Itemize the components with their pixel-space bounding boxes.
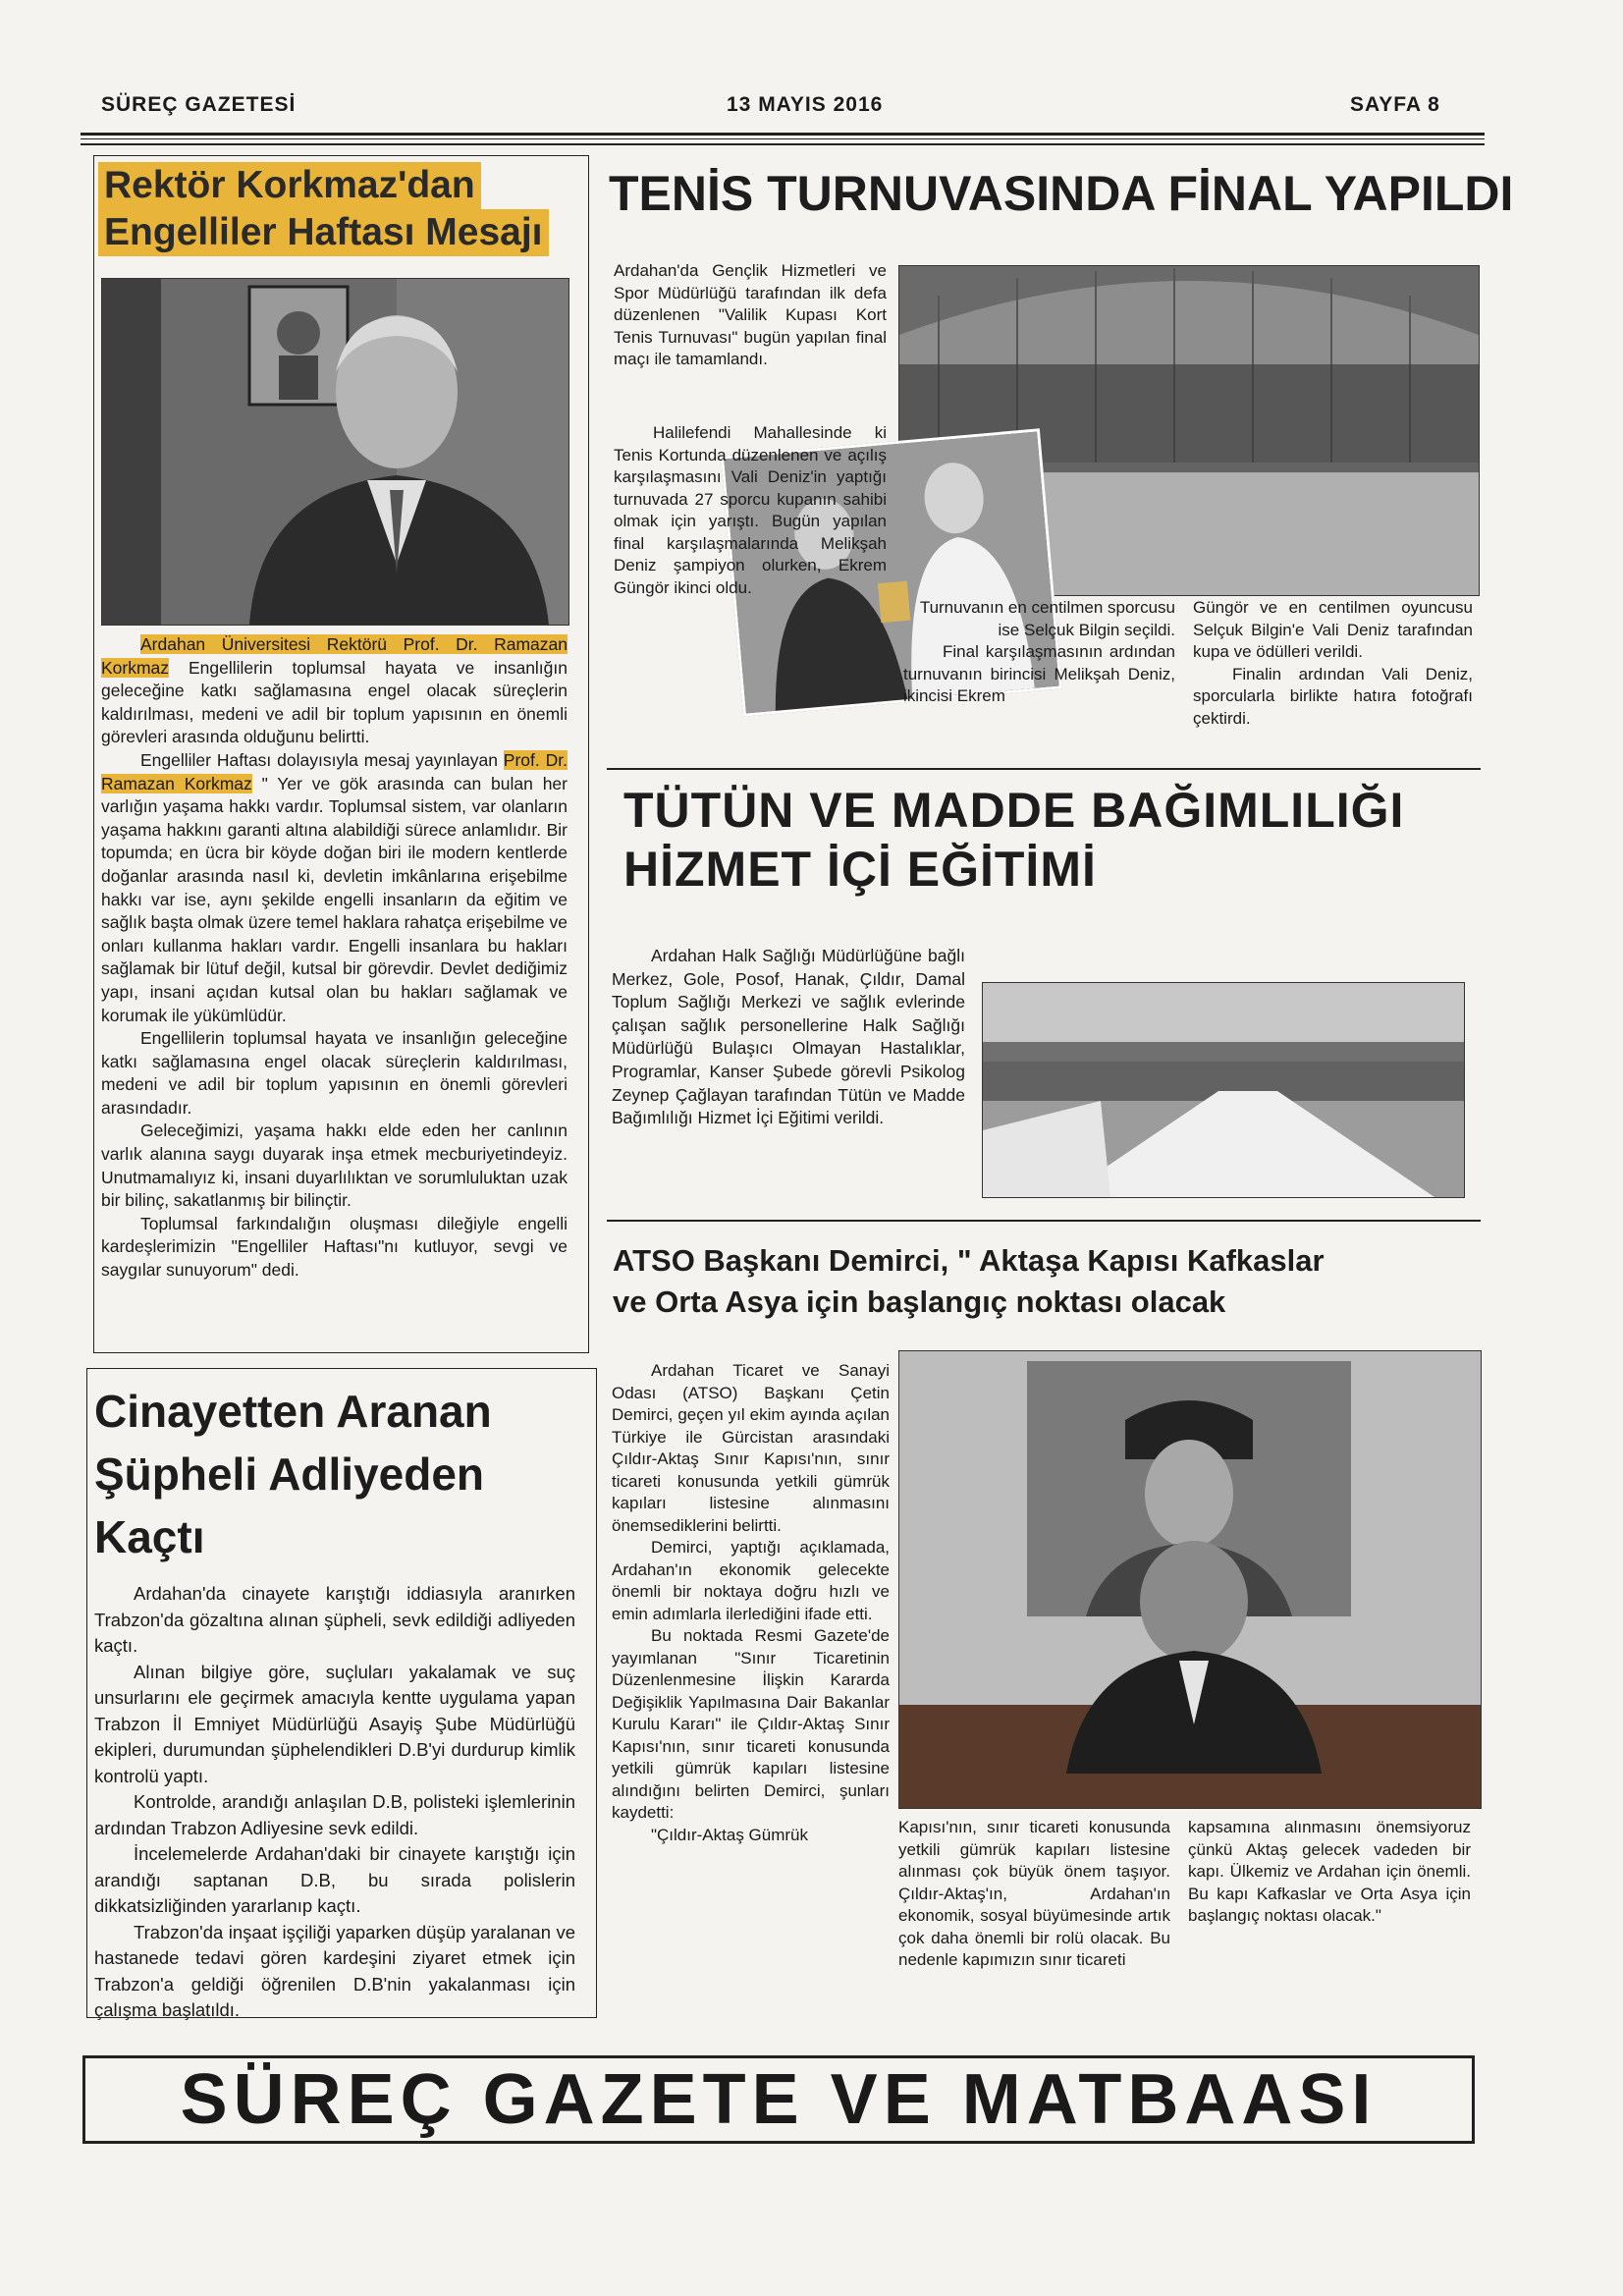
issue-date: 13 MAYIS 2016	[727, 93, 884, 116]
footer-banner	[82, 2055, 1475, 2144]
page-number: SAYFA 8	[1350, 93, 1440, 116]
tenis-col1-p1: Ardahan'da Gençlik Hizmetleri ve Spor Müdürlüğü tarafından ilk defa düzenlenen "Valilik Kupası Kort Tenis Turnuvası" bugün yapılan final maçı ile tamamlandı.	[614, 261, 887, 368]
tenis-col1-p2: Halilefendi Mahallesinde ki Tenis Kortunda düzenlenen ve açılış karşılaşmasını Vali Deniz'in yaptığı turnuvada 27 sporcu kupanın sahibi olmak için yarıştı. Bugün yapılan final karşılaşmalarında Melikşah Deniz şampiyon olurken, Ekrem Güngör ikinci oldu.	[614, 423, 887, 597]
rektor-headline	[98, 162, 549, 256]
cinayet-body	[94, 1581, 575, 2024]
rektor-name-highlight: Ardahan Üniversitesi Rektörü Prof. Dr. Ramazan Korkmaz	[101, 634, 568, 678]
atso-col1-p3: Bu noktada Resmi Gazete'de yayımlanan "Sınır Ticaretinin Düzenlenmesine İlişkin Kararda Değişiklik Yapılmasına Dair Bakanlar Kurulu Kararı" ile Çıldır-Aktaş Sınır Kapısı'nın, sınır ticareti konusunda yetkili gümrük kapıları listesine alındığını belirten Demirci, şunları kaydetti:	[612, 1626, 890, 1822]
rektor-title-line1: Rektör Korkmaz'dan	[98, 162, 481, 209]
tutun-headline	[623, 781, 1404, 899]
header-rule-2	[81, 143, 1485, 145]
cinayet-p5: Trabzon'da inşaat işçiliği yaparken düşüp yaralanan ve hastanede tedavi gören kardeşini ziyaret etmek için Trabzon'a geldiği öğrenilen D.B'nin yakalanması için çalışma başlatıldı.	[94, 1921, 575, 2020]
cinayet-p4: İncelemelerde Ardahan'daki bir cinayete karıştığı için arandığı saptanan D.B, bu sırada polislerin dikkatsizliğinden yararlanıp kaçtı.	[94, 1843, 575, 1916]
tutun-photo	[982, 982, 1465, 1198]
tenis-headline: TENİS TURNUVASINDA FİNAL YAPILDI	[609, 166, 1514, 221]
tenis-col3-p2: Finalin ardından Vali Deniz, sporcularla birlikte hatıra fotoğrafı çektirdi.	[1193, 664, 1473, 728]
cinayet-p3: Kontrolde, arandığı anlaşılan D.B, polisteki işlemlerinin ardından Trabzon Adliyesine sevk edildi.	[94, 1791, 575, 1838]
rektor-p1: Engellilerin toplumsal hayata ve insanlığın geleceğine katkı sağlamasına engel olacak süreçlerin kaldırılması, medeni ve adil bir toplum yapısının en önemli görevleri arasında olduğunu belirtti.	[101, 657, 568, 747]
atso-col3-p1: kapsamına alınmasını önemsiyoruz çünkü Aktaş gelecek vadeden bir kapı. Ülkemiz ve Ardahan için önemli. Bu kapı Kafkaslar ve Orta Asya için başlangıç noktası olacak."	[1188, 1818, 1471, 1925]
tutun-rule	[607, 1220, 1481, 1222]
tutun-title-line2: HİZMET İÇİ EĞİTİMİ	[623, 842, 1097, 897]
rektor-p2-start: Engelliler Haftası dolayısıyla mesaj yayınlayan	[140, 749, 504, 770]
cinayet-p1: Ardahan'da cinayete karıştığı iddiasıyla aranırken Trabzon'da gözaltına alınan şüpheli, sevk edildiği adliyeden kaçtı.	[94, 1583, 575, 1656]
tenis-rule	[607, 768, 1481, 770]
atso-col1-p2: Demirci, yaptığı açıklamada, Ardahan'ın ekonomik gelecekte önemli bir noktaya doğru hızlı ve emin adımlarla ilerlediğini ifade etti.	[612, 1538, 890, 1623]
tenis-col2-p1: Turnuvanın en centilmen sporcusu ise Selçuk Bilgin seçildi.	[919, 598, 1175, 639]
rektor-p2: " Yer ve gök arasında can bulan her varlığın yaşama hakkı vardır. Toplumsal sistem, var olanların yaşama hakkını garanti altına alabildiği sürece anlamlıdır. Bir topumda; en ücra bir köyde doğan biri ile modern kentlerde doğanlar arasında nasıl ki, devletin imkânlarına erişebilme hakkı var ise, aynı şekilde engelli insanların da eğitim ve sağlık başta olmak üzere temel haklara rahatça erişebilme ve onları kullanma hakları vardır. Engelli insanlara bu hakları sağlamak bir lütuf değil, kutsal bir görevdir. Devlet dediğimiz yapı, insani açıdan kutsal olan bu hakları sağlamak ve korumak ile yükümlüdür.	[101, 773, 568, 1025]
rektor-body	[101, 633, 568, 1283]
paper-name: SÜREÇ GAZETESİ	[101, 93, 297, 116]
tenis-col3	[1193, 597, 1473, 730]
atso-col1-p4: "Çıldır-Aktaş Gümrük	[651, 1825, 809, 1844]
footer-banner-text: SÜREÇ GAZETE VE MATBAASI	[180, 2060, 1378, 2139]
cinayet-p2: Alınan bilgiye göre, suçluları yakalamak ve suç unsurlarını ele geçirmek amacıyla kentte uygulama yapan Trabzon İl Emniyet Müdürlüğü Asayiş Şube Müdürlüğü ekipleri, durumundan şüphelendikleri D.B'yi durdurup kimlik kontrolü yaptı.	[94, 1661, 575, 1786]
header-rule	[81, 133, 1485, 136]
tutun-title-line1: TÜTÜN VE MADDE BAĞIMLILIĞI	[623, 783, 1405, 838]
rektor-title-line2: Engelliler Haftası Mesajı	[98, 209, 549, 256]
cinayet-headline: Cinayetten Aranan Şüpheli Adliyeden Kaçtı	[94, 1386, 492, 1562]
rektor-name-highlight-2: Prof. Dr. Ramazan Korkmaz	[101, 749, 568, 793]
rektor-photo	[101, 278, 569, 626]
atso-col3	[1188, 1817, 1471, 1928]
tenis-col3-p1: Güngör ve en centilmen oyuncusu Selçuk Bilgin'e Vali Deniz tarafından kupa ve ödülleri verildi.	[1193, 598, 1473, 661]
tenis-col2-p2: Final karşılaşmasının ardından turnuvanın birincisi Melikşah Deniz, ikincisi Ekrem	[903, 642, 1175, 705]
rektor-p4: Geleceğimizi, yaşama hakkı elde eden her canlının varlık alanına saygı duyarak inşa etmek mecburiyetindeyiz. Unutmamalıyız ki, insani duyarlılıktan ve sorumluluktan uzak bir bilinç, sakatlanmış bir bilinçtir.	[101, 1121, 568, 1211]
atso-col1-p1: Ardahan Ticaret ve Sanayi Odası (ATSO) Başkanı Çetin Demirci, geçen yıl ekim ayında açılan Türkiye ile Gürcistan arasındaki Çıldır-Aktaş Sınır Kapısı'nın, sınır ticareti konusunda yetkili gümrük kapıları listesine alınmasını önemsediklerini belirtti.	[612, 1361, 890, 1535]
atso-col1	[612, 1360, 890, 1846]
rektor-p3: Engellilerin toplumsal hayata ve insanlığın geleceğine katkı sağlamasına engel olacak süreçlerin kaldırılması, medeni ve adil bir toplum yapısının en önemli görevleri arasındadır.	[101, 1028, 568, 1118]
atso-title-line2: ve Orta Asya için başlangıç noktası olacak	[613, 1285, 1226, 1319]
atso-col2-p1: Kapısı'nın, sınır ticareti konusunda yetkili gümrük kapıları listesine alınması çok büyük önem taşıyor. Çıldır-Aktaş'ın, Ardahan'ın ekonomik, sosyal büyümesinde artık çok daha önemli bir rolü olacak. Bu nedenle kapımızın sınır ticareti	[898, 1818, 1170, 1969]
tenis-col1-top	[614, 260, 887, 371]
header-rule-thin	[81, 138, 1485, 139]
tenis-col1-bottom	[614, 422, 887, 599]
tutun-text: Ardahan Halk Sağlığı Müdürlüğüne bağlı Merkez, Gole, Posof, Hanak, Çıldır, Damal Toplum Sağlığı Merkezi ve sağlık evlerinde çalışan sağlık personellerine Halk Sağlığı Müdürlüğü Bulaşıcı Olmayan Hastalıklar, Programlar, Kanser Şubede görevli Psikolog Zeynep Çağlayan tarafından Tütün ve Madde Bağımlılığı Hizmet İçi Eğitimi verildi.	[612, 946, 965, 1128]
atso-headline	[613, 1240, 1325, 1323]
rektor-p5: Toplumsal farkındalığın oluşması dileğiyle engelli kardeşlerimizin "Engelliler Haftası"nı kutluyor, sevgi ve saygılar sunuyorum" dedi.	[101, 1213, 568, 1281]
atso-photo	[898, 1350, 1482, 1809]
tutun-body	[612, 945, 965, 1130]
tenis-col2	[903, 597, 1175, 708]
atso-col2	[898, 1817, 1170, 1972]
atso-title-line1: ATSO Başkanı Demirci, " Aktaşa Kapısı Kafkaslar	[613, 1243, 1325, 1278]
